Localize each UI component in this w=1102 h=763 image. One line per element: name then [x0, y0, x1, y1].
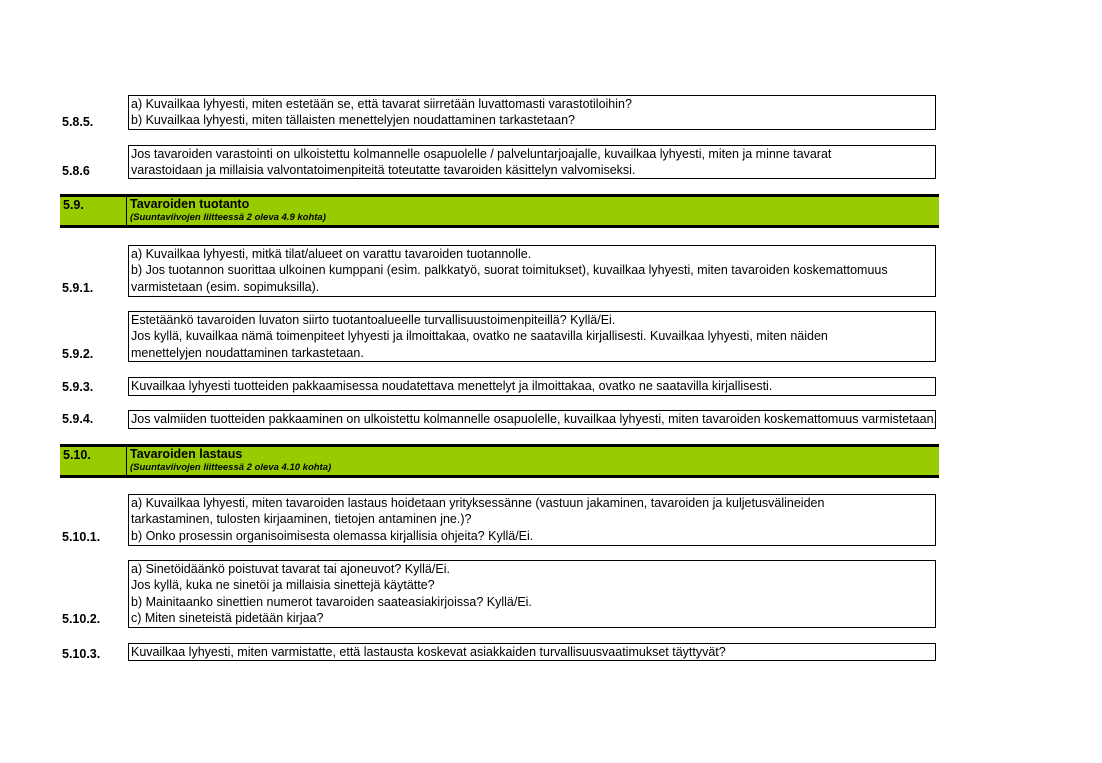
section-body	[127, 197, 939, 225]
section-subtitle: (Suuntaviivojen liitteessä 2 oleva 4.10 kohta)	[130, 462, 332, 473]
section-title: Tavaroiden tuotanto	[130, 197, 250, 211]
section-subtitle: (Suuntaviivojen liitteessä 2 oleva 4.9 kohta)	[130, 212, 326, 223]
section-header	[60, 194, 939, 228]
answer-box[interactable]	[128, 410, 936, 429]
section-body	[127, 447, 939, 475]
question-text: Jos kyllä, kuvailkaa nämä toimenpiteet lyhyesti ja ilmoittakaa, ovatko ne saatavilla kirjallisesti. Kuvailkaa lyhyesti, miten näiden	[131, 329, 828, 344]
question-text: Kuvailkaa lyhyesti tuotteiden pakkaamisessa noudatettava menettelyt ja ilmoittakaa, ovatko ne saatavilla kirjallisesti.	[131, 379, 773, 393]
question-text: tarkastaminen, tulosten kirjaaminen, tietojen antaminen jne.)?	[131, 512, 472, 527]
question-text: varmistetaan (esim. sopimuksilla).	[131, 279, 320, 294]
section-number: 5.10.	[60, 447, 127, 475]
question-text: Kuvailkaa lyhyesti, miten varmistatte, että lastausta koskevat asiakkaiden turvallisuusvaatimukset täyttyvät?	[131, 645, 726, 659]
question-number: 5.10.3.	[62, 647, 101, 661]
question-number: 5.9.1.	[62, 281, 94, 295]
section-number: 5.9.	[60, 197, 127, 225]
question-text: a) Sinetöidäänkö poistuvat tavarat tai ajoneuvot? Kyllä/Ei.	[131, 562, 450, 576]
answer-box[interactable]	[128, 145, 936, 179]
section-header	[60, 444, 939, 478]
answer-box[interactable]	[128, 560, 936, 628]
question-number: 5.9.4.	[62, 412, 94, 426]
question-text: b) Kuvailkaa lyhyesti, miten tällaisten menettelyjen noudattaminen tarkastetaan?	[131, 113, 576, 128]
question-text: Jos tavaroiden varastointi on ulkoistettu kolmannelle osapuolelle / palveluntarjoajalle, kuvailkaa lyhyesti, miten ja minne tavarat	[131, 147, 832, 161]
question-text: menettelyjen noudattaminen tarkastetaan.	[131, 345, 364, 360]
question-text: varastoidaan ja millaisia valvontatoimenpiteitä toteutatte tavaroiden käsittelyn valvomiseksi.	[131, 163, 636, 178]
answer-box[interactable]	[128, 643, 936, 661]
question-text: b) Jos tuotannon suorittaa ulkoinen kumppani (esim. palkkatyö, suorat toimitukset), kuvailkaa lyhyesti, miten tavaroiden koskemattomuus	[131, 263, 888, 278]
answer-box[interactable]	[128, 494, 936, 546]
question-number: 5.9.3.	[62, 380, 94, 394]
question-number: 5.10.1.	[62, 530, 101, 544]
question-number: 5.9.2.	[62, 347, 94, 361]
question-number: 5.8.6	[62, 164, 90, 178]
question-number: 5.10.2.	[62, 612, 101, 626]
answer-box[interactable]	[128, 245, 936, 297]
answer-box[interactable]	[128, 95, 936, 130]
question-text: c) Miten sineteistä pidetään kirjaa?	[131, 610, 324, 625]
question-text: b) Onko prosessin organisoimisesta olemassa kirjallisia ohjeita? Kyllä/Ei.	[131, 528, 534, 543]
question-number: 5.8.5.	[62, 115, 94, 129]
question-text: b) Mainitaanko sinettien numerot tavaroiden saateasiakirjoissa? Kyllä/Ei.	[131, 594, 532, 609]
question-text: a) Kuvailkaa lyhyesti, mitkä tilat/alueet on varattu tavaroiden tuotannolle.	[131, 247, 532, 261]
question-text: a) Kuvailkaa lyhyesti, miten estetään se, että tavarat siirretään luvattomasti varastotiloihin?	[131, 97, 632, 111]
answer-box[interactable]	[128, 377, 936, 396]
question-text: Jos kyllä, kuka ne sinetöi ja millaisia sinettejä käytätte?	[131, 578, 435, 593]
question-text: Jos valmiiden tuotteiden pakkaaminen on ulkoistettu kolmannelle osapuolelle, kuvailkaa lyhyesti, miten tavaroiden koskemattomuus varmistetaan.	[131, 412, 937, 426]
section-title: Tavaroiden lastaus	[130, 447, 243, 461]
answer-box[interactable]	[128, 311, 936, 362]
question-text: a) Kuvailkaa lyhyesti, miten tavaroiden lastaus hoidetaan yrityksessänne (vastuun jakaminen, tavaroiden ja kuljetusvälineiden	[131, 496, 825, 510]
question-text: Estetäänkö tavaroiden luvaton siirto tuotantoalueelle turvallisuustoimenpiteillä? Kyllä/Ei.	[131, 313, 616, 327]
